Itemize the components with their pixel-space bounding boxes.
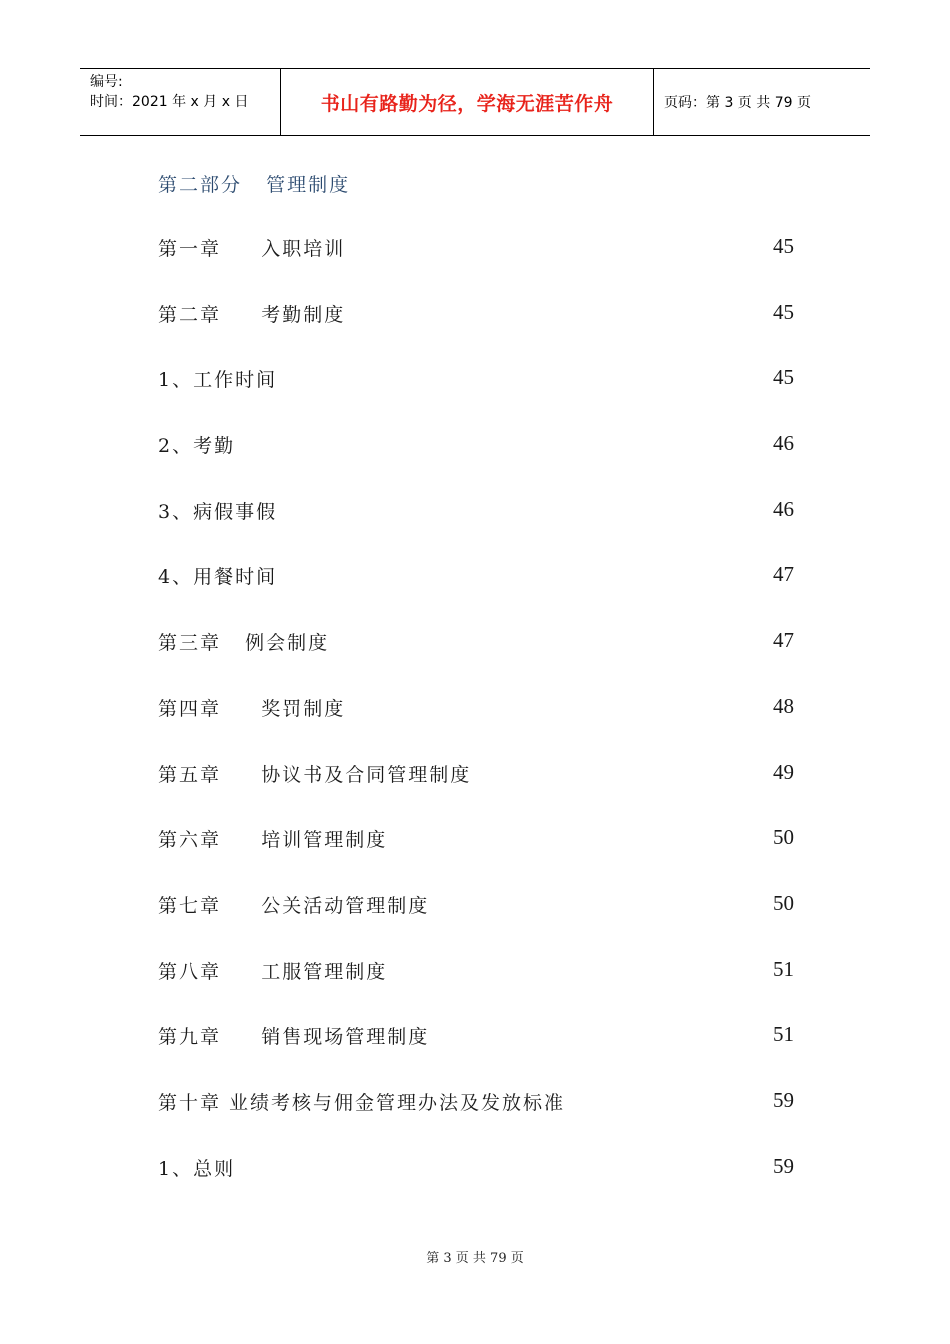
toc-section-heading: 第二部分 管理制度 [158, 174, 351, 196]
toc-entry-label: 第四章 奖罚制度 [158, 697, 346, 720]
document-number-label: 编号: [90, 74, 123, 90]
toc-entry-label: 1、总则 [158, 1157, 236, 1180]
toc-entry-label: 第八章 工服管理制度 [158, 960, 388, 983]
toc-entry[interactable] [158, 953, 794, 1019]
toc-entry-page: 50 [773, 890, 794, 915]
toc-entry[interactable] [158, 361, 794, 427]
toc-entry-page: 47 [773, 628, 794, 653]
toc-entry-page: 48 [773, 693, 794, 718]
toc-entry[interactable] [158, 230, 794, 296]
toc-entry-page: 46 [773, 431, 794, 456]
toc-entry-page: 59 [773, 1087, 794, 1112]
toc-entry-page: 49 [773, 759, 794, 784]
toc-entry[interactable] [158, 821, 794, 887]
toc-entry-page: 47 [773, 562, 794, 587]
page-footer: 第 3 页 共 79 页 [426, 1251, 524, 1266]
toc-entry[interactable] [158, 493, 794, 559]
header-meta [80, 69, 281, 135]
toc-entry[interactable] [158, 1150, 794, 1216]
toc-entry-page: 51 [773, 956, 794, 981]
toc-entry-label: 1、工作时间 [158, 369, 278, 392]
toc-entry-label: 第五章 协议书及合同管理制度 [158, 763, 472, 786]
toc-entry[interactable] [158, 1018, 794, 1084]
toc-entry-label: 第六章 培训管理制度 [158, 829, 388, 852]
toc-entry-label: 2、考勤 [158, 435, 236, 458]
table-of-contents [158, 230, 794, 1215]
toc-entry[interactable] [158, 558, 794, 624]
toc-entry-label: 第九章 销售现场管理制度 [158, 1026, 430, 1049]
toc-entry[interactable] [158, 296, 794, 362]
toc-entry-page: 51 [773, 1022, 794, 1047]
toc-entry-label: 第十章 业绩考核与佣金管理办法及发放标准 [158, 1091, 566, 1114]
toc-entry-page: 50 [773, 825, 794, 850]
toc-entry[interactable] [158, 887, 794, 953]
toc-entry[interactable] [158, 690, 794, 756]
toc-entry-label: 第三章 例会制度 [158, 632, 330, 655]
toc-entry[interactable] [158, 1084, 794, 1150]
toc-entry-page: 45 [773, 365, 794, 390]
toc-entry-label: 3、病假事假 [158, 500, 278, 523]
toc-entry-label: 第二章 考勤制度 [158, 303, 346, 326]
toc-entry[interactable] [158, 624, 794, 690]
toc-entry-page: 59 [773, 1153, 794, 1178]
toc-entry-label: 第七章 公关活动管理制度 [158, 894, 430, 917]
toc-entry-page: 46 [773, 496, 794, 521]
header-page-info: 页码：第 3 页 共 79 页 [664, 95, 811, 111]
toc-entry[interactable] [158, 756, 794, 822]
toc-entry-label: 4、用餐时间 [158, 566, 278, 589]
toc-entry[interactable] [158, 427, 794, 493]
toc-entry-label: 第一章 入职培训 [158, 238, 346, 260]
page-header [80, 68, 870, 136]
document-time-label: 时间：2021 年 x 月 x 日 [90, 94, 249, 110]
toc-entry-page: 45 [773, 234, 794, 258]
header-motto: 书山有路勤为径，学海无涯苦作舟 [281, 69, 654, 135]
toc-entry-page: 45 [773, 299, 794, 324]
